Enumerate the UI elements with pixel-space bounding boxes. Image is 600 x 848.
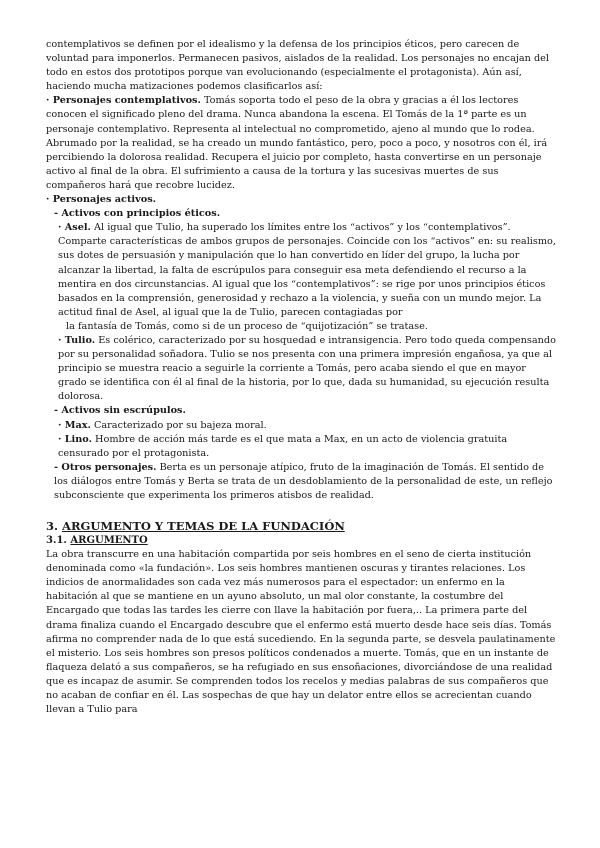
max-label: · Max. [58, 419, 91, 431]
intro-paragraph: contemplativos se definen por el idealismo y la defensa de los principios éticos, pero carecen de voluntad para imponerlos. Permanecen pasivos, aislados de la realidad. Los personajes no encajan del todo en estos dos prototipos porque van evolucionando (especialmente el protagonista). Aún así, haciendo mucha matizaciones podemos clasificarlos así: [46, 39, 550, 93]
contemplativos-paragraph [46, 94, 556, 193]
max-text: Caracterizado por su bajeza moral. [90, 419, 267, 431]
argumento-paragraph: La obra transcurre en una habitación compartida por seis hombres en el seno de cierta institución denominada como «la fundación». Los seis hombres mantienen oscuras y tirantes relaciones. Los indicios de anormalidades son cada vez más numerosos para el espectador: un enfermo en la habitación al que se mantiene en un ayuno absoluto, un mal olor constante, la costumbre del Encargado que todas las tardes les cierre con llave la habitación por fuera,.. La primera parte del drama finaliza cuando el Encargado descubre que el enfermo está muerto desde hace seis días. Tomás afirma no comprender nada de lo que está sucediendo. En la segunda parte, se desvela paulatinamente el misterio. Los seis hombres son presos políticos condenados a muerte. Tomás, que en un instante de flaqueza delató a sus compañeros, se ha refugiado en sus ensoñaciones, divorciándose de una realidad que es incapaz de asumir. Se comprenden todos los recelos y medias palabras de sus compañeros que no acaban de confiar en él. Las sospechas de que hay un delator entre ellos se acrecientan cuando llevan a Tulio para [46, 549, 556, 716]
asel-tail: la fantasía de Tomás, como si de un proceso de “quijotización” se tratase. [66, 320, 428, 332]
asel-text: Al igual que Tulio, ha superado los límites entre los “activos” y los “contemplativos”. Comparte características de ambos grupos de personajes. Coincide con los “activos” en: su realismo, sus dotes de persuasión y manipulación que lo han convertido en líder del grupo, la lucha por alcanzar la libertad, la falta de escrúpulos para conseguir esa meta defendiendo el recurso a la mentira en dos circunstancias. Al igual que los “contemplativos”: se rige por unos principios éticos basados en la comprensión, generosidad y rechazo a la violencia, y sueña con un mundo mejor. La actitud final de Asel, al igual que la de Tulio, parecen contagiadas por [58, 222, 556, 318]
asel-paragraph [46, 221, 556, 320]
otros-text: Berta es un personaje atípico, fruto de la imaginación de Tomás. El sentido de los diálogos entre Tomás y Berta se trata de un desdoblamiento de la personalidad de este, un reflejo subconsciente que experimenta los primeros atisbos de realidad. [54, 461, 553, 501]
lino-text: Hombre de acción más tarde es el que mata a Max, en un acto de violencia gratuita censurado por el protagonista. [58, 433, 508, 459]
contemplativos-text: Tomás soporta todo el peso de la obra y gracias a él los lectores conocen el significado pleno del drama. Nunca abandona la escena. El Tomás de la 1ª parte es un personaje contemplativo. Representa al intelectual no comprometido, ajeno al mundo que lo rodea. Abrumado por la realidad, se ha creado un mundo fantástico, pero, poco a poco, y nosotros con él, irá percibiendo la dolorosa realidad. Recupera el juicio por completo, hasta convertirse en un personaje activo al final de la obra. El sufrimiento a causa de la tortura y las sucesivas muertes de sus compañeros hará que recobre lucidez. [46, 95, 548, 191]
otros-paragraph [46, 461, 556, 503]
max-paragraph [46, 419, 556, 433]
con-principios-heading: - Activos con principios éticos. [54, 208, 221, 220]
tulio-text: Es colérico, caracterizado por su hosquedad e intransigencia. Pero todo queda compensando por su personalidad soñadora. Tulio se nos presenta con una primera impresión engañosa, ya que al principio se muestra reacio a seguirle la corriente a Tomás, pero acaba siendo el que en mayor grado se identifica con él al final de la historia, por lo que, dada su humanidad, su ejecución resulta dolorosa. [58, 334, 556, 403]
otros-label: - Otros personajes. [54, 461, 157, 473]
asel-label: · Asel. [58, 222, 91, 234]
section-3-1-heading: 3.1. ARGUMENTO [46, 535, 148, 547]
tulio-paragraph [46, 334, 556, 404]
activos-heading: · Personajes activos. [46, 194, 157, 206]
document-page [46, 38, 556, 717]
lino-paragraph [46, 433, 556, 461]
section-3-heading: 3. ARGUMENTO Y TEMAS DE LA FUNDACIÓN [46, 519, 345, 534]
lino-label: · Lino. [58, 433, 92, 445]
contemplativos-label: · Personajes contemplativos. [46, 95, 201, 107]
tulio-label: · Tulio. [58, 334, 96, 346]
sin-escrupulos-heading: - Activos sin escrúpulos. [54, 405, 186, 417]
